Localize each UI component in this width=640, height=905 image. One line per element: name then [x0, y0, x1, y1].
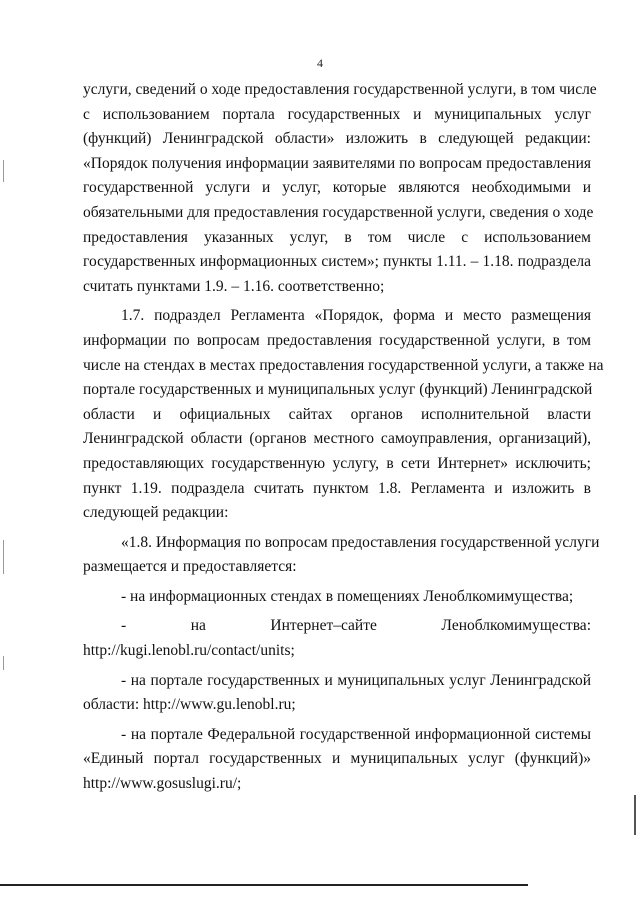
text-line: области и официальных сайтах органов исполнительной власти [83, 405, 591, 423]
text-line: следующей редакции: [83, 504, 229, 522]
text-line: «Единый портал государственных и муниципальных услуг (функций)» [83, 750, 591, 768]
text-line: государственной услуги и услуг, которые являются необходимыми и [83, 179, 591, 197]
link-text: http://www.gosuslugi.ru/; [83, 775, 242, 793]
paragraph [83, 304, 604, 525]
text-line: - на портале Федеральной государственной информационной системы [121, 725, 591, 743]
text-line: 1.7. подраздел Регламента «Порядок, форма и место размещения [121, 307, 591, 325]
text-line: области: http://www.gu.lenobl.ru; [83, 696, 296, 714]
text-line: числе на стендах в местах предоставления государственной услуги, а также на [83, 356, 604, 374]
paragraph [83, 585, 591, 610]
text-line: (функций) Ленинградской области» изложить в следующей редакции: [83, 130, 591, 148]
scan-margin-mark [634, 795, 636, 835]
page-number: 4 [317, 56, 323, 70]
page-bottom-rule [0, 884, 528, 886]
scan-margin-mark [3, 656, 4, 670]
link-text: http://kugi.lenobl.ru/contact/units; [83, 642, 295, 660]
text-line: предоставления указанных услуг, в том числе с использованием [83, 228, 591, 246]
text-line: услуги, сведений о ходе предоставления государственной услуги, в том числе [83, 81, 597, 98]
text-line: государственных информационных систем»; пункты 1.11. – 1.18. подраздела [83, 253, 591, 271]
text-line: - на Интернет–сайте Леноблкомимущества: [121, 617, 591, 635]
scan-margin-mark [3, 540, 4, 574]
text-line: - на портале государственных и муниципальных услуг Ленинградской [121, 671, 591, 689]
text-line: обязательными для предоставления государственной услуги, сведения о ходе [83, 203, 594, 221]
text-line: считать пунктами 1.9. – 1.16. соответственно; [83, 277, 385, 295]
text-line: информации по вопросам предоставления государственной услуги, в том [83, 331, 591, 349]
paragraph [83, 531, 600, 580]
paragraph [83, 723, 591, 797]
text-line: с использованием портала государственных и муниципальных услуг [83, 105, 591, 123]
document-body [83, 78, 604, 797]
text-line: пункт 1.19. подраздела считать пунктом 1.8. Регламента и изложить в [83, 479, 591, 497]
text-line: - на информационных стендах в помещениях Леноблкомимущества; [121, 587, 574, 605]
text-line: размещается и предоставляется: [83, 558, 297, 576]
paragraph [83, 78, 597, 299]
paragraph [83, 669, 591, 718]
text-line: Ленинградской области (органов местного самоуправления, организаций), [83, 430, 591, 448]
text-line: «Порядок получения информации заявителями по вопросам предоставления [83, 154, 591, 172]
text-line: предоставляющих государственную услугу, в сети Интернет» исключить; [83, 454, 591, 472]
paragraph [83, 614, 591, 663]
text-line: портале государственных и муниципальных услуг (функций) Ленинградской [83, 381, 593, 399]
scan-margin-mark [3, 160, 4, 182]
text-line: «1.8. Информация по вопросам предоставления государственной услуги [121, 533, 600, 551]
